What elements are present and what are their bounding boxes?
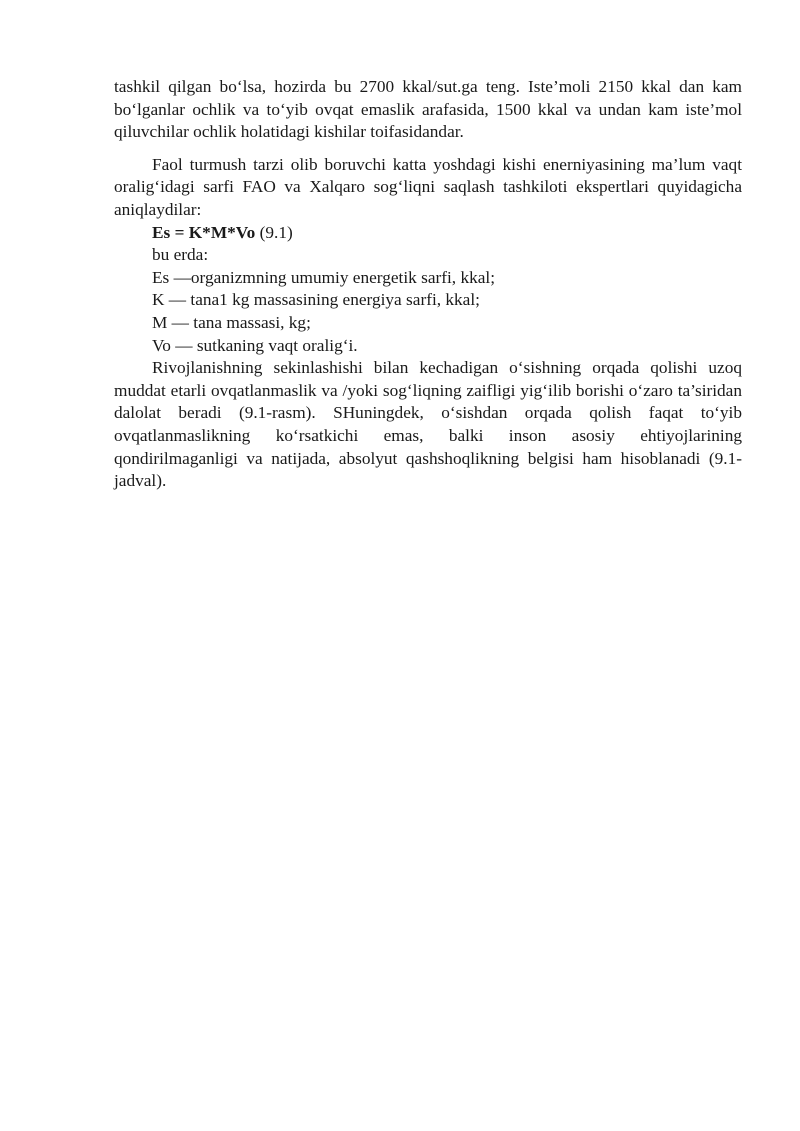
paragraph-growth-retardation: Rivojlanishning sekinlashishi bilan kechadigan o‘sishning orqada qolishi uzoq muddat etarli ovqatlanmaslik va /yoki sog‘liqning zaifligi yig‘ilib borishi o‘zaro ta’siridan dalolat beradi (9.1-rasm). SHuningdek, o‘sishdan orqada qolish faqat to‘yib ovqatlanmaslikning ko‘rsatkichi emas, balki inson asosiy ehtiyojlarining qondirilmaganligi va natijada, absolyut qashshoqlikning belgisi ham hisoblanadi (9.1-jadval). [114,358,742,491]
formula-expression: Es = K*M*Vo [152,222,256,242]
definition-es: Es —organizmning umumiy energetik sarfi, kkal; [152,267,496,287]
formula-number: (9.1) [255,222,293,242]
document-body [114,76,742,493]
where-label: bu erda: [152,245,209,265]
definition-m: M — tana massasi, kg; [152,312,311,332]
paragraph-continuation: tashkil qilgan bo‘lsa, hozirda bu 2700 kkal/sut.ga teng. Iste’moli 2150 kkal dan kam bo‘lganlar ochlik va to‘yib ovqat emaslik arafasida, 1500 kkal va undan kam iste’mol qiluvchilar ochlik holatidagi kishilar toifasidandar. [114,77,742,142]
paragraph-energy-expenditure: Faol turmush tarzi olib boruvchi katta yoshdagi kishi enerniyasining ma’lum vaqt oralig‘idagi sarfi FAO va Xalqaro sog‘liqni saqlash tashkiloti ekspertlari quyidagicha aniqlaydilar: [114,154,742,219]
definition-k: K — tana1 kg massasining energiya sarfi, kkal; [152,290,480,310]
formula-line [114,222,742,245]
definition-vo: Vo — sutkaning vaqt oralig‘i. [152,335,358,355]
